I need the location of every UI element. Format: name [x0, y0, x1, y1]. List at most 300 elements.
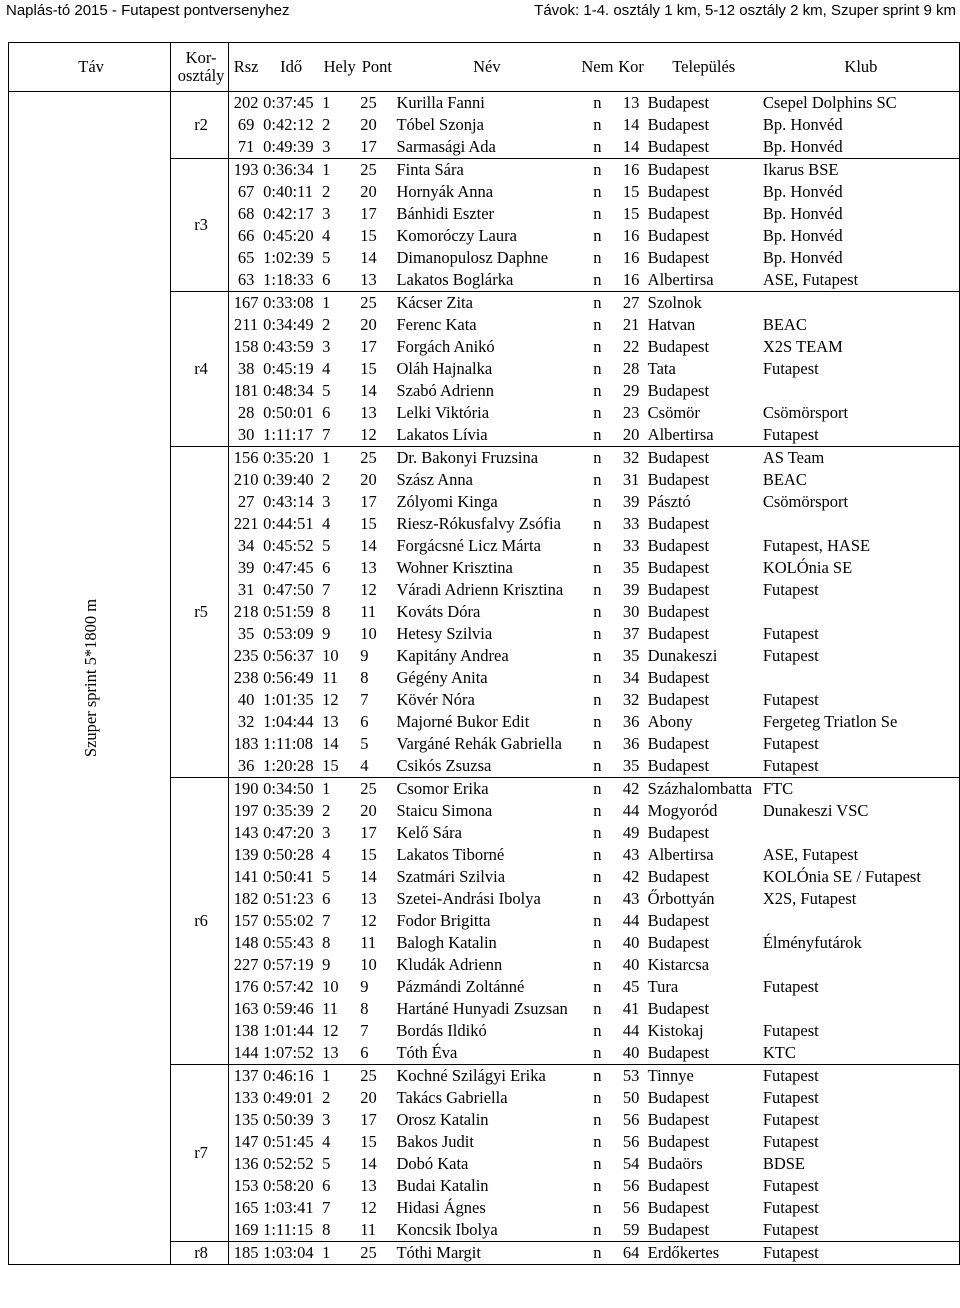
cell-klub: [760, 513, 960, 535]
cell-ido: 1:07:52: [260, 1042, 319, 1065]
cell-telepules: Albertirsa: [647, 845, 714, 864]
cell-nev: Forgách Anikó: [396, 337, 495, 356]
cell-pont: 12: [360, 580, 377, 599]
cell-klub: Bp. Honvéd: [760, 136, 960, 159]
cell-ido: 0:45:52: [263, 536, 314, 555]
cell-pont: 13: [360, 403, 377, 422]
cell-nev: Kelő Sára: [396, 823, 462, 842]
col-header-korosztaly-line1: Kor-: [185, 48, 217, 67]
cell-nev: Majorné Bukor Edit: [396, 712, 530, 731]
cell-nem: n: [593, 911, 602, 930]
cell-hely: 4: [322, 1132, 331, 1151]
cell-nev: Tóthi Margit: [393, 1242, 577, 1265]
cell-rsz: 210: [233, 470, 259, 489]
cell-rsz: 36: [229, 755, 261, 778]
cell-hely: 2: [322, 801, 331, 820]
cell-nem: n: [593, 315, 602, 334]
cell-kor: 56: [622, 1110, 640, 1129]
col-header-klub: Klub: [760, 43, 960, 92]
cell-kor: 33: [622, 514, 640, 533]
cell-hely: 3: [319, 136, 357, 159]
cell-pont: 11: [360, 933, 377, 952]
cell-pont: 17: [360, 337, 377, 356]
cell-nem: n: [593, 403, 602, 422]
cell-kor: 20: [615, 424, 645, 447]
cell-pont: 14: [360, 381, 377, 400]
cell-klub: X2S TEAM: [760, 336, 960, 358]
cell-rsz: 190: [233, 779, 259, 798]
cell-nem: n: [593, 889, 602, 908]
cell-kor: 54: [622, 1154, 640, 1173]
cell-pont: 15: [360, 845, 377, 864]
cell-telepules: Mogyoród: [647, 801, 718, 820]
cell-nem: n: [593, 624, 602, 643]
cell-ido: 1:01:35: [263, 690, 314, 709]
cell-klub: Futapest: [760, 424, 960, 447]
cell-nem: n: [593, 1176, 602, 1195]
cell-kor: 16: [622, 248, 640, 267]
cell-klub: Futapest: [760, 733, 960, 755]
cell-klub: Futapest: [760, 1175, 960, 1197]
cell-nem: n: [593, 977, 602, 996]
cell-kor: 30: [622, 602, 640, 621]
cell-rsz: 185: [229, 1242, 261, 1265]
cell-klub: Futapest: [760, 755, 960, 778]
cell-pont: 15: [360, 359, 377, 378]
cell-ido: 0:57:19: [263, 955, 314, 974]
cell-klub: [760, 998, 960, 1020]
cell-nem: n: [593, 514, 602, 533]
cell-telepules: Csömör: [647, 403, 700, 422]
cell-pont: 25: [360, 779, 377, 798]
cell-pont: 25: [357, 1242, 393, 1265]
cell-hely: 4: [322, 226, 331, 245]
cell-hely: 1: [322, 93, 331, 112]
cell-kor: 42: [622, 779, 640, 798]
cell-nem: n: [593, 602, 602, 621]
cell-nem: n: [593, 337, 602, 356]
cell-kor: 16: [622, 160, 640, 179]
cell-rsz: 141: [233, 867, 259, 886]
cell-hely: 1: [322, 293, 331, 312]
cell-kor: 44: [622, 801, 640, 820]
cell-rsz: 163: [233, 999, 259, 1018]
cell-klub: BDSE: [760, 1153, 960, 1175]
cell-klub: Fergeteg Triatlon Se: [760, 711, 960, 733]
results-body: [9, 92, 960, 1265]
cell-rsz: 133: [233, 1088, 259, 1107]
cell-ido: 0:45:19: [263, 359, 314, 378]
cell-rsz: 227: [233, 955, 259, 974]
cell-ido: 1:18:33: [260, 269, 319, 292]
cell-kor: 16: [622, 226, 640, 245]
cell-pont: 20: [360, 470, 377, 489]
cell-klub: Bp. Honvéd: [760, 181, 960, 203]
cell-nev: Bordás Ildikó: [396, 1021, 487, 1040]
distances-info: Távok: 1-4. osztály 1 km, 5-12 osztály 2 km, Szuper sprint 9 km: [534, 2, 956, 19]
cell-nev: Kludák Adrienn: [396, 955, 503, 974]
cell-nev: Vargáné Rehák Gabriella: [396, 734, 562, 753]
cell-nev: Budai Katalin: [396, 1176, 489, 1195]
cell-nem: n: [593, 381, 602, 400]
cell-nev: Gégény Anita: [396, 668, 488, 687]
cell-ido: 1:01:44: [263, 1021, 314, 1040]
cell-pont: 15: [360, 514, 377, 533]
cell-hely: 7: [319, 424, 357, 447]
cell-hely: 5: [322, 867, 331, 886]
cell-pont: 15: [360, 226, 377, 245]
cell-nev: Hartáné Hunyadi Zsuzsan: [396, 999, 568, 1018]
cell-nev: Zólyomi Kinga: [396, 492, 498, 511]
cell-hely: 13: [322, 712, 339, 731]
col-header-korosztaly: [171, 43, 229, 92]
age-group-label: r3: [171, 159, 229, 292]
cell-nem: n: [593, 470, 602, 489]
cell-pont: 17: [360, 204, 377, 223]
cell-nev: Csomor Erika: [396, 779, 489, 798]
cell-telepules: Budapest: [647, 1176, 710, 1195]
cell-telepules: Tinnye: [647, 1066, 694, 1085]
cell-hely: 2: [322, 182, 331, 201]
cell-nem: n: [593, 1088, 602, 1107]
cell-hely: 8: [322, 933, 331, 952]
cell-rsz: 193: [233, 160, 259, 179]
cell-ido: 0:58:20: [263, 1176, 314, 1195]
cell-ido: 0:43:14: [263, 492, 314, 511]
cell-kor: 45: [622, 977, 640, 996]
cell-nem: n: [577, 1219, 614, 1242]
cell-nem: n: [593, 1132, 602, 1151]
cell-pont: 20: [360, 801, 377, 820]
cell-ido: 0:50:39: [263, 1110, 314, 1129]
cell-ido: 0:47:45: [263, 558, 314, 577]
cell-klub: Futapest: [760, 689, 960, 711]
cell-ido: 0:50:01: [263, 403, 314, 422]
cell-telepules: Budapest: [645, 1219, 760, 1242]
cell-klub: BEAC: [760, 469, 960, 491]
cell-klub: [760, 601, 960, 623]
cell-kor: 22: [622, 337, 640, 356]
cell-nem: n: [577, 136, 614, 159]
cell-hely: 4: [322, 845, 331, 864]
cell-kor: 40: [622, 955, 640, 974]
cell-klub: Csömörsport: [760, 402, 960, 424]
cell-nem: n: [593, 1021, 602, 1040]
cell-ido: 1:02:39: [263, 248, 314, 267]
cell-nem: n: [593, 293, 602, 312]
cell-klub: KOLÓnia SE: [760, 557, 960, 579]
cell-pont: 20: [360, 182, 377, 201]
cell-telepules: Kistokaj: [647, 1021, 704, 1040]
cell-kor: 23: [622, 403, 640, 422]
cell-rsz: 38: [237, 359, 255, 378]
cell-nem: n: [593, 668, 602, 687]
cell-nev: Lakatos Tiborné: [396, 845, 505, 864]
cell-rsz: 182: [233, 889, 259, 908]
cell-klub: Futapest: [760, 579, 960, 601]
cell-rsz: 28: [237, 403, 255, 422]
cell-telepules: Budapest: [647, 1088, 710, 1107]
cell-rsz: 34: [237, 536, 255, 555]
cell-kor: 21: [622, 315, 640, 334]
col-header-nev: Név: [393, 43, 577, 92]
cell-nev: Balogh Katalin: [396, 933, 497, 952]
cell-nev: Bakos Judit: [396, 1132, 474, 1151]
cell-ido: 0:45:20: [263, 226, 314, 245]
col-header-nem: Nem: [577, 43, 614, 92]
cell-telepules: Budapest: [647, 999, 710, 1018]
cell-kor: 35: [622, 558, 640, 577]
cell-rsz: 156: [233, 448, 259, 467]
cell-nem: n: [577, 1242, 614, 1265]
cell-pont: 17: [360, 492, 377, 511]
cell-hely: 5: [322, 248, 331, 267]
cell-hely: 6: [322, 1176, 331, 1195]
cell-ido: 0:50:28: [263, 845, 314, 864]
cell-pont: 6: [357, 1042, 393, 1065]
cell-klub: [760, 292, 960, 315]
cell-pont: 13: [360, 558, 377, 577]
cell-ido: 0:47:50: [263, 580, 314, 599]
cell-telepules: Budapest: [647, 381, 710, 400]
cell-hely: 3: [322, 823, 331, 842]
cell-telepules: Pásztó: [647, 492, 691, 511]
cell-rsz: 35: [237, 624, 255, 643]
distance-label: Szuper sprint 5*1800 m: [81, 598, 101, 758]
cell-nev: Finta Sára: [396, 160, 464, 179]
cell-hely: 13: [319, 1042, 357, 1065]
cell-kor: 59: [615, 1219, 645, 1242]
cell-telepules: Budapest: [647, 160, 710, 179]
cell-klub: Futapest: [760, 1131, 960, 1153]
cell-nem: n: [593, 93, 602, 112]
cell-kor: 36: [622, 712, 640, 731]
cell-pont: 25: [360, 293, 377, 312]
cell-pont: 6: [360, 712, 369, 731]
cell-hely: 7: [322, 580, 331, 599]
cell-telepules: Budaörs: [647, 1154, 703, 1173]
cell-kor: 44: [622, 911, 640, 930]
cell-rsz: 143: [233, 823, 259, 842]
cell-klub: Futapest: [760, 645, 960, 667]
cell-telepules: Budapest: [647, 580, 710, 599]
header-row: [9, 43, 960, 92]
cell-pont: 17: [360, 823, 377, 842]
cell-nev: Váradi Adrienn Krisztina: [396, 580, 564, 599]
cell-klub: Élményfutárok: [760, 932, 960, 954]
cell-ido: 0:42:17: [263, 204, 314, 223]
cell-hely: 4: [322, 514, 331, 533]
cell-telepules: Budapest: [647, 867, 710, 886]
cell-ido: 0:48:34: [263, 381, 314, 400]
cell-nem: n: [593, 646, 602, 665]
cell-ido: 1:03:04: [260, 1242, 319, 1265]
cell-rsz: 71: [229, 136, 261, 159]
cell-pont: 7: [360, 690, 369, 709]
cell-kor: 56: [622, 1176, 640, 1195]
cell-pont: 13: [360, 1176, 377, 1195]
age-group-label: r2: [171, 92, 229, 159]
cell-rsz: 218: [233, 602, 259, 621]
cell-hely: 3: [322, 337, 331, 356]
cell-nev: Koncsik Ibolya: [393, 1219, 577, 1242]
cell-klub: Futapest: [760, 623, 960, 645]
cell-rsz: 169: [229, 1219, 261, 1242]
cell-kor: 31: [622, 470, 640, 489]
cell-klub: Bp. Honvéd: [760, 247, 960, 269]
cell-klub: Futapest: [760, 1020, 960, 1042]
cell-klub: Futapest: [760, 976, 960, 998]
cell-telepules: Abony: [647, 712, 693, 731]
cell-nev: Hetesy Szilvia: [396, 624, 493, 643]
cell-pont: 12: [360, 1198, 377, 1217]
cell-hely: 2: [322, 470, 331, 489]
cell-ido: 1:03:41: [263, 1198, 314, 1217]
cell-pont: 25: [360, 1066, 377, 1085]
cell-rsz: 135: [233, 1110, 259, 1129]
cell-ido: 0:57:42: [263, 977, 314, 996]
cell-hely: 3: [322, 1110, 331, 1129]
cell-nem: n: [593, 801, 602, 820]
cell-hely: 1: [319, 1242, 357, 1265]
results-table: [8, 42, 960, 1265]
age-group-label: r6: [171, 778, 229, 1065]
cell-klub: Futapest: [760, 1197, 960, 1219]
cell-nev: Lakatos Boglárka: [393, 269, 577, 292]
cell-rsz: 147: [233, 1132, 259, 1151]
cell-pont: 5: [360, 734, 369, 753]
cell-kor: 64: [615, 1242, 645, 1265]
cell-pont: 14: [360, 248, 377, 267]
cell-kor: 42: [622, 867, 640, 886]
cell-nem: n: [593, 492, 602, 511]
cell-nev: Tóbel Szonja: [396, 115, 484, 134]
cell-kor: 40: [615, 1042, 645, 1065]
cell-telepules: Budapest: [647, 823, 710, 842]
cell-nev: Dobó Kata: [396, 1154, 469, 1173]
cell-nev: Fodor Brigitta: [396, 911, 491, 930]
cell-kor: 29: [622, 381, 640, 400]
col-header-pont: Pont: [357, 43, 393, 92]
cell-ido: 0:42:12: [263, 115, 314, 134]
cell-nev: Kövér Nóra: [396, 690, 475, 709]
cell-telepules: Budapest: [647, 624, 710, 643]
cell-ido: 1:11:08: [263, 734, 313, 753]
cell-ido: 0:49:39: [260, 136, 319, 159]
cell-ido: 0:55:43: [263, 933, 314, 952]
cell-telepules: Budapest: [645, 755, 760, 778]
age-group-label: r8: [171, 1242, 229, 1265]
cell-kor: 14: [615, 136, 645, 159]
cell-hely: 9: [322, 955, 331, 974]
cell-kor: 32: [622, 448, 640, 467]
cell-telepules: Budapest: [647, 668, 710, 687]
cell-telepules: Budapest: [647, 558, 710, 577]
cell-nev: Sarmasági Ada: [393, 136, 577, 159]
cell-telepules: Budapest: [647, 734, 710, 753]
cell-nev: Lakatos Lívia: [393, 424, 577, 447]
cell-rsz: 39: [237, 558, 255, 577]
cell-nev: Szatmári Szilvia: [396, 867, 506, 886]
cell-pont: 10: [360, 955, 377, 974]
cell-hely: 8: [319, 1219, 357, 1242]
cell-telepules: Budapest: [647, 182, 710, 201]
cell-telepules: Budapest: [647, 536, 710, 555]
cell-nev: Szász Anna: [396, 470, 473, 489]
cell-rsz: 136: [233, 1154, 259, 1173]
cell-klub: Ikarus BSE: [760, 159, 960, 182]
cell-pont: 11: [360, 602, 377, 621]
cell-telepules: Budapest: [647, 1110, 710, 1129]
cell-ido: 0:52:52: [263, 1154, 314, 1173]
cell-nem: n: [593, 1154, 602, 1173]
cell-rsz: 144: [229, 1042, 261, 1065]
cell-klub: Futapest: [760, 1065, 960, 1088]
cell-klub: Bp. Honvéd: [760, 225, 960, 247]
cell-kor: 35: [622, 646, 640, 665]
cell-rsz: 139: [233, 845, 259, 864]
cell-klub: Csepel Dolphins SC: [760, 92, 960, 115]
cell-telepules: Budapest: [647, 248, 710, 267]
cell-telepules: Budapest: [647, 690, 710, 709]
cell-ido: 0:40:11: [263, 182, 313, 201]
cell-nem: n: [593, 226, 602, 245]
cell-rsz: 158: [233, 337, 259, 356]
cell-ido: 0:46:16: [263, 1066, 314, 1085]
cell-klub: Bp. Honvéd: [760, 203, 960, 225]
cell-nem: n: [593, 712, 602, 731]
cell-klub: Futapest: [760, 1109, 960, 1131]
cell-telepules: Budapest: [647, 93, 710, 112]
cell-klub: Futapest: [760, 358, 960, 380]
cell-rsz: 167: [233, 293, 259, 312]
cell-hely: 14: [322, 734, 339, 753]
cell-klub: AS Team: [760, 447, 960, 470]
cell-hely: 8: [322, 602, 331, 621]
cell-ido: 0:53:09: [263, 624, 314, 643]
cell-nem: n: [593, 1198, 602, 1217]
cell-nev: Lelki Viktória: [396, 403, 490, 422]
cell-nem: n: [593, 248, 602, 267]
cell-pont: 14: [360, 1154, 377, 1173]
cell-nev: Ferenc Kata: [396, 315, 477, 334]
cell-klub: ASE, Futapest: [760, 844, 960, 866]
cell-pont: 25: [360, 448, 377, 467]
cell-rsz: 197: [233, 801, 259, 820]
cell-kor: 39: [622, 580, 640, 599]
cell-pont: 8: [360, 668, 369, 687]
cell-hely: 5: [322, 381, 331, 400]
cell-kor: 56: [622, 1132, 640, 1151]
cell-hely: 3: [322, 204, 331, 223]
cell-klub: [760, 380, 960, 402]
cell-ido: 0:33:08: [263, 293, 314, 312]
cell-kor: 27: [622, 293, 640, 312]
cell-kor: 35: [615, 755, 645, 778]
cell-klub: Csömörsport: [760, 491, 960, 513]
cell-kor: 32: [622, 690, 640, 709]
cell-nem: n: [593, 359, 602, 378]
cell-nem: n: [593, 933, 602, 952]
cell-nev: Szetei-Andrási Ibolya: [396, 889, 541, 908]
cell-ido: 0:56:37: [263, 646, 314, 665]
cell-hely: 11: [322, 668, 338, 687]
cell-nem: n: [593, 448, 602, 467]
cell-nem: n: [577, 269, 614, 292]
cell-pont: 17: [357, 136, 393, 159]
cell-nem: n: [593, 779, 602, 798]
cell-ido: 0:37:45: [263, 93, 314, 112]
